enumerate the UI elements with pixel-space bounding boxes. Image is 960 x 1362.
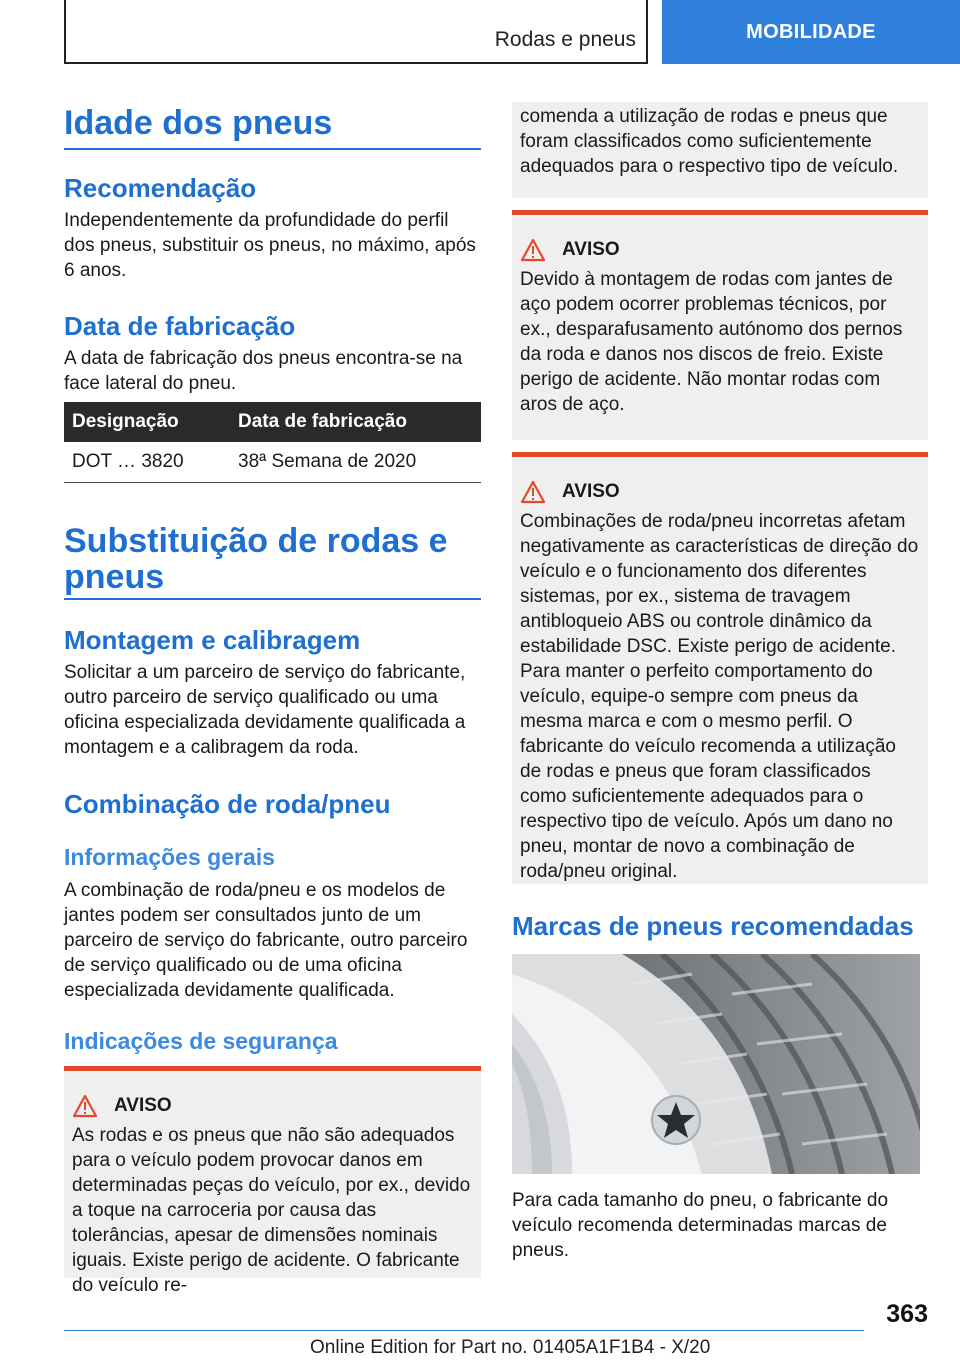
warning-box-2 [512, 210, 928, 440]
table-cell-date: 38ª Semana de 2020 [230, 442, 481, 483]
table-header-date: Data de fabricação [230, 402, 481, 442]
header-rule-bottom [64, 62, 648, 64]
heading-replacement-line1: Substituição de rodas e [64, 522, 448, 560]
continued-text: comenda a utilização de rodas e pneus que foram classificados como suficientemente adequados para o respectivo tipo de veículo. [520, 106, 899, 177]
warning-triangle-icon [520, 238, 546, 262]
header-rule-right [646, 0, 648, 64]
warning-triangle-icon [520, 480, 546, 504]
warning-title: AVISO [114, 1095, 172, 1116]
warning-title: AVISO [562, 239, 620, 260]
warning-header [72, 1089, 473, 1123]
heading-rule [64, 598, 481, 600]
header-section-title: Rodas e pneus [494, 28, 636, 51]
warning-text: As rodas e os pneus que não são adequados para o veículo podem provocar danos em determinadas peças do veículo, por ex., devido a toque na carroceria por causa das tolerâncias, apesar de dimensões nominais iguais. Existe perigo de acidente. O fabricante do veículo re- [72, 1125, 471, 1296]
heading-general-info: Informações gerais [64, 844, 275, 870]
text-general-info: A combinação de roda/pneu e os modelos de jantes podem ser consultados junto de um parceiro de serviço do fabricante, outro parceiro de serviço qualificado ou de uma oficina especializada devidamente qualificada. [64, 880, 468, 1001]
heading-replacement-line2: pneus [64, 558, 165, 596]
heading-tire-age: Idade dos pneus [64, 104, 333, 142]
warning-title: AVISO [562, 481, 620, 502]
heading-recommended-brands: Marcas de pneus recomendadas [512, 911, 914, 941]
heading-manufacture-date: Data de fabricação [64, 311, 296, 341]
warning-header [520, 233, 920, 267]
manufacture-date-table [64, 402, 481, 483]
page-number: 363 [886, 1300, 928, 1328]
text-manufacture-date: A data de fabricação dos pneus encontra-se na face lateral do pneu. [64, 348, 463, 394]
table-row [64, 442, 481, 483]
text-recommendation: Independentemente da profundidade do perfil dos pneus, substituir os pneus, no máximo, após 6 anos. [64, 210, 476, 281]
tire-star-marking-image [512, 954, 920, 1174]
text-mounting: Solicitar a um parceiro de serviço do fabricante, outro parceiro de serviço qualificado ou uma oficina especializada devidamente qualificada a montagem e a calibragem da roda. [64, 662, 466, 758]
heading-rule [64, 148, 481, 150]
continued-text-box [512, 102, 928, 198]
heading-safety: Indicações de segurança [64, 1028, 338, 1054]
warning-text: Combinações de roda/pneu incorretas afetam negativamente as características de direção do veículo e o funcionamento dos diferentes sistemas, por ex., sistema de travagem antibloqueio ABS ou controle dinâmico da estabilidade DSC. Existe perigo de acidente. Para manter o perfeito comportamento do veículo, equipe-o sempre com pneus da mesma marca e com o mesmo perfil. O fabricante do veículo recomenda a utilização de rodas e pneus que foram classificados como suficientemente adequados para o respectivo tipo de veículo. Após um dano no pneu, montar de novo a combinação de roda/pneu original. [520, 511, 919, 882]
warning-triangle-icon [72, 1094, 98, 1118]
warning-header [520, 475, 920, 509]
footer-rule [64, 1330, 864, 1331]
heading-mounting: Montagem e calibragem [64, 625, 361, 655]
header-chapter-tab[interactable]: MOBILIDADE [662, 0, 960, 64]
heading-recommendation: Recomendação [64, 173, 257, 203]
warning-box-1 [64, 1066, 481, 1296]
heading-combination: Combinação de roda/pneu [64, 789, 391, 819]
header-rule-left [64, 0, 66, 64]
warning-box-3 [512, 452, 928, 884]
image-caption: Para cada tamanho do pneu, o fabricante do veículo recomenda determinadas marcas de pneus. [512, 1190, 889, 1261]
warning-text: Devido à montagem de rodas com jantes de aço podem ocorrer problemas técnicos, por ex., desparafusamento autónomo dos pernos da roda e danos nos discos de freio. Existe perigo de acidente. Não montar rodas com aros de aço. [520, 269, 903, 415]
footer-edition: Online Edition for Part no. 01405A1F1B4 - X/20 [310, 1337, 711, 1358]
table-cell-designation: DOT … 3820 [64, 442, 230, 483]
table-header-designation: Designação [64, 402, 230, 442]
